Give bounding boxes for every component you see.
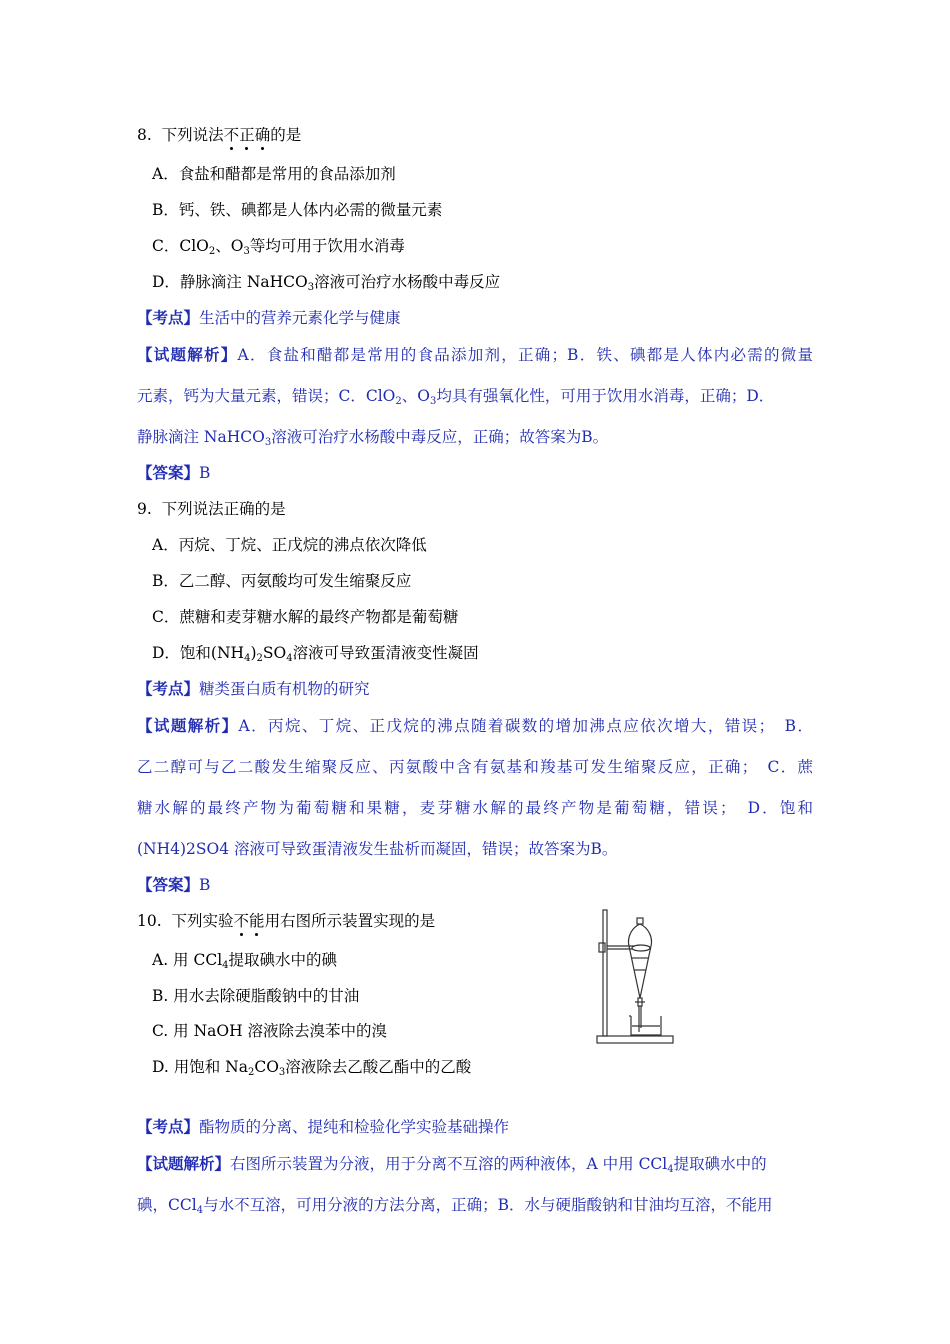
q8-stem: 8. 下列说法不正确的是 [137,126,302,144]
funnel-stopper [637,918,643,924]
q9-option-b: B．乙二醇、丙氨酸均可发生缩聚反应 [152,572,412,590]
q9-option-c: C．蔗糖和麦芽糖水解的最终产物都是葡萄糖 [152,608,459,626]
support-ring [632,945,650,951]
q9-option-d: D．饱和$(NH_4)_2SO_4$溶液可导致蛋清液变性凝固 [152,644,479,664]
q10-stem: 10. 下列实验不能用右图所示装置实现的是 [137,912,436,930]
q8-answer: 【答案】B [137,463,211,482]
separatory-funnel-diagram [595,908,675,1050]
emphasis-dot: 不 [233,912,250,930]
q9-stem: 9. 下列说法正确的是 [137,500,286,518]
emphasis-dot: 不 [223,126,240,144]
q8-jiexi-line3: 静脉滴注 NaHCO$_3$溶液可治疗水杨酸中毒反应，正确；故答案为B。 [137,428,609,448]
stand-base [597,1036,673,1043]
clamp-boss [599,943,605,952]
q8-kaodian: 【考点】生活中的营养元素化学与健康 [137,308,401,327]
emphasis-dot: 确 [254,126,271,144]
q9-option-a: A．丙烷、丁烷、正戊烷的沸点依次降低 [152,536,427,554]
q8-option-b: B．钙、铁、碘都是人体内必需的微量元素 [152,201,443,219]
q9-kaodian: 【考点】糖类蛋白质有机物的研究 [137,679,370,698]
q8-jiexi-line1: 【试题解析】A．食盐和醋都是常用的食品添加剂，正确；B．铁、碘都是人体内必需的微量 [137,345,813,364]
q10-option-d: D. 用饱和 $Na_2CO_3$溶液除去乙酸乙酯中的乙酸 [152,1058,472,1078]
q9-jiexi-line2: 乙二醇可与乙二酸发生缩聚反应、丙氨酸中含有氨基和羧基可发生缩聚反应，正确； C．蔗 [137,758,813,776]
q10-option-b: B. 用水去除硬脂酸钠中的甘油 [152,987,360,1005]
funnel-body [628,924,651,998]
emphasis-dot: 能 [249,912,265,930]
q8-option-d: D．静脉滴注 NaHCO$_3$溶液可治疗水杨酸中毒反应 [152,273,501,293]
q9-jiexi-line4: (NH4)2SO4 溶液可导致蛋清液发生盐析而凝固，错误；故答案为B。 [137,840,618,858]
q8-option-a: A．食盐和醋都是常用的食品添加剂 [152,165,396,183]
q10-kaodian: 【考点】酯物质的分离、提纯和检验化学实验基础操作 [137,1117,510,1136]
q10-option-a: A. 用 CCl$_4$提取碘水中的碘 [152,951,338,971]
q8-jiexi-line2: 元素，钙为大量元素，错误；C．ClO$_2$、$O_3$均具有强氧化性，可用于饮用水消毒，正确；D． [137,387,775,407]
emphasis-dot: 正 [239,126,255,144]
q9-jiexi-line3: 糖水解的最终产物为葡萄糖和果糖，麦芽糖水解的最终产物是葡萄糖，错误； D．饱和 [137,799,813,817]
q10-option-c: C. 用 NaOH 溶液除去溴苯中的溴 [152,1022,388,1040]
q9-answer: 【答案】B [137,875,211,894]
q10-jiexi-line2: 碘，CCl$_4$与水不互溶，可用分液的方法分离，正确；B．水与硬脂酸钠和甘油均互溶，不能用 [137,1196,773,1216]
q10-jiexi-line1: 【试题解析】右图所示装置为分液，用于分离不互溶的两种液体，A 中用 CCl$_4$提取碘水中的 [137,1154,767,1175]
stand-rod [603,910,607,1036]
q8-option-c: C．ClO$_2$、$O_3$等均可用于饮用水消毒 [152,237,405,257]
q9-jiexi-line1: 【试题解析】A．丙烷、丁烷、正戊烷的沸点随着碳数的增加沸点应依次增大，错误； B． [137,716,813,735]
